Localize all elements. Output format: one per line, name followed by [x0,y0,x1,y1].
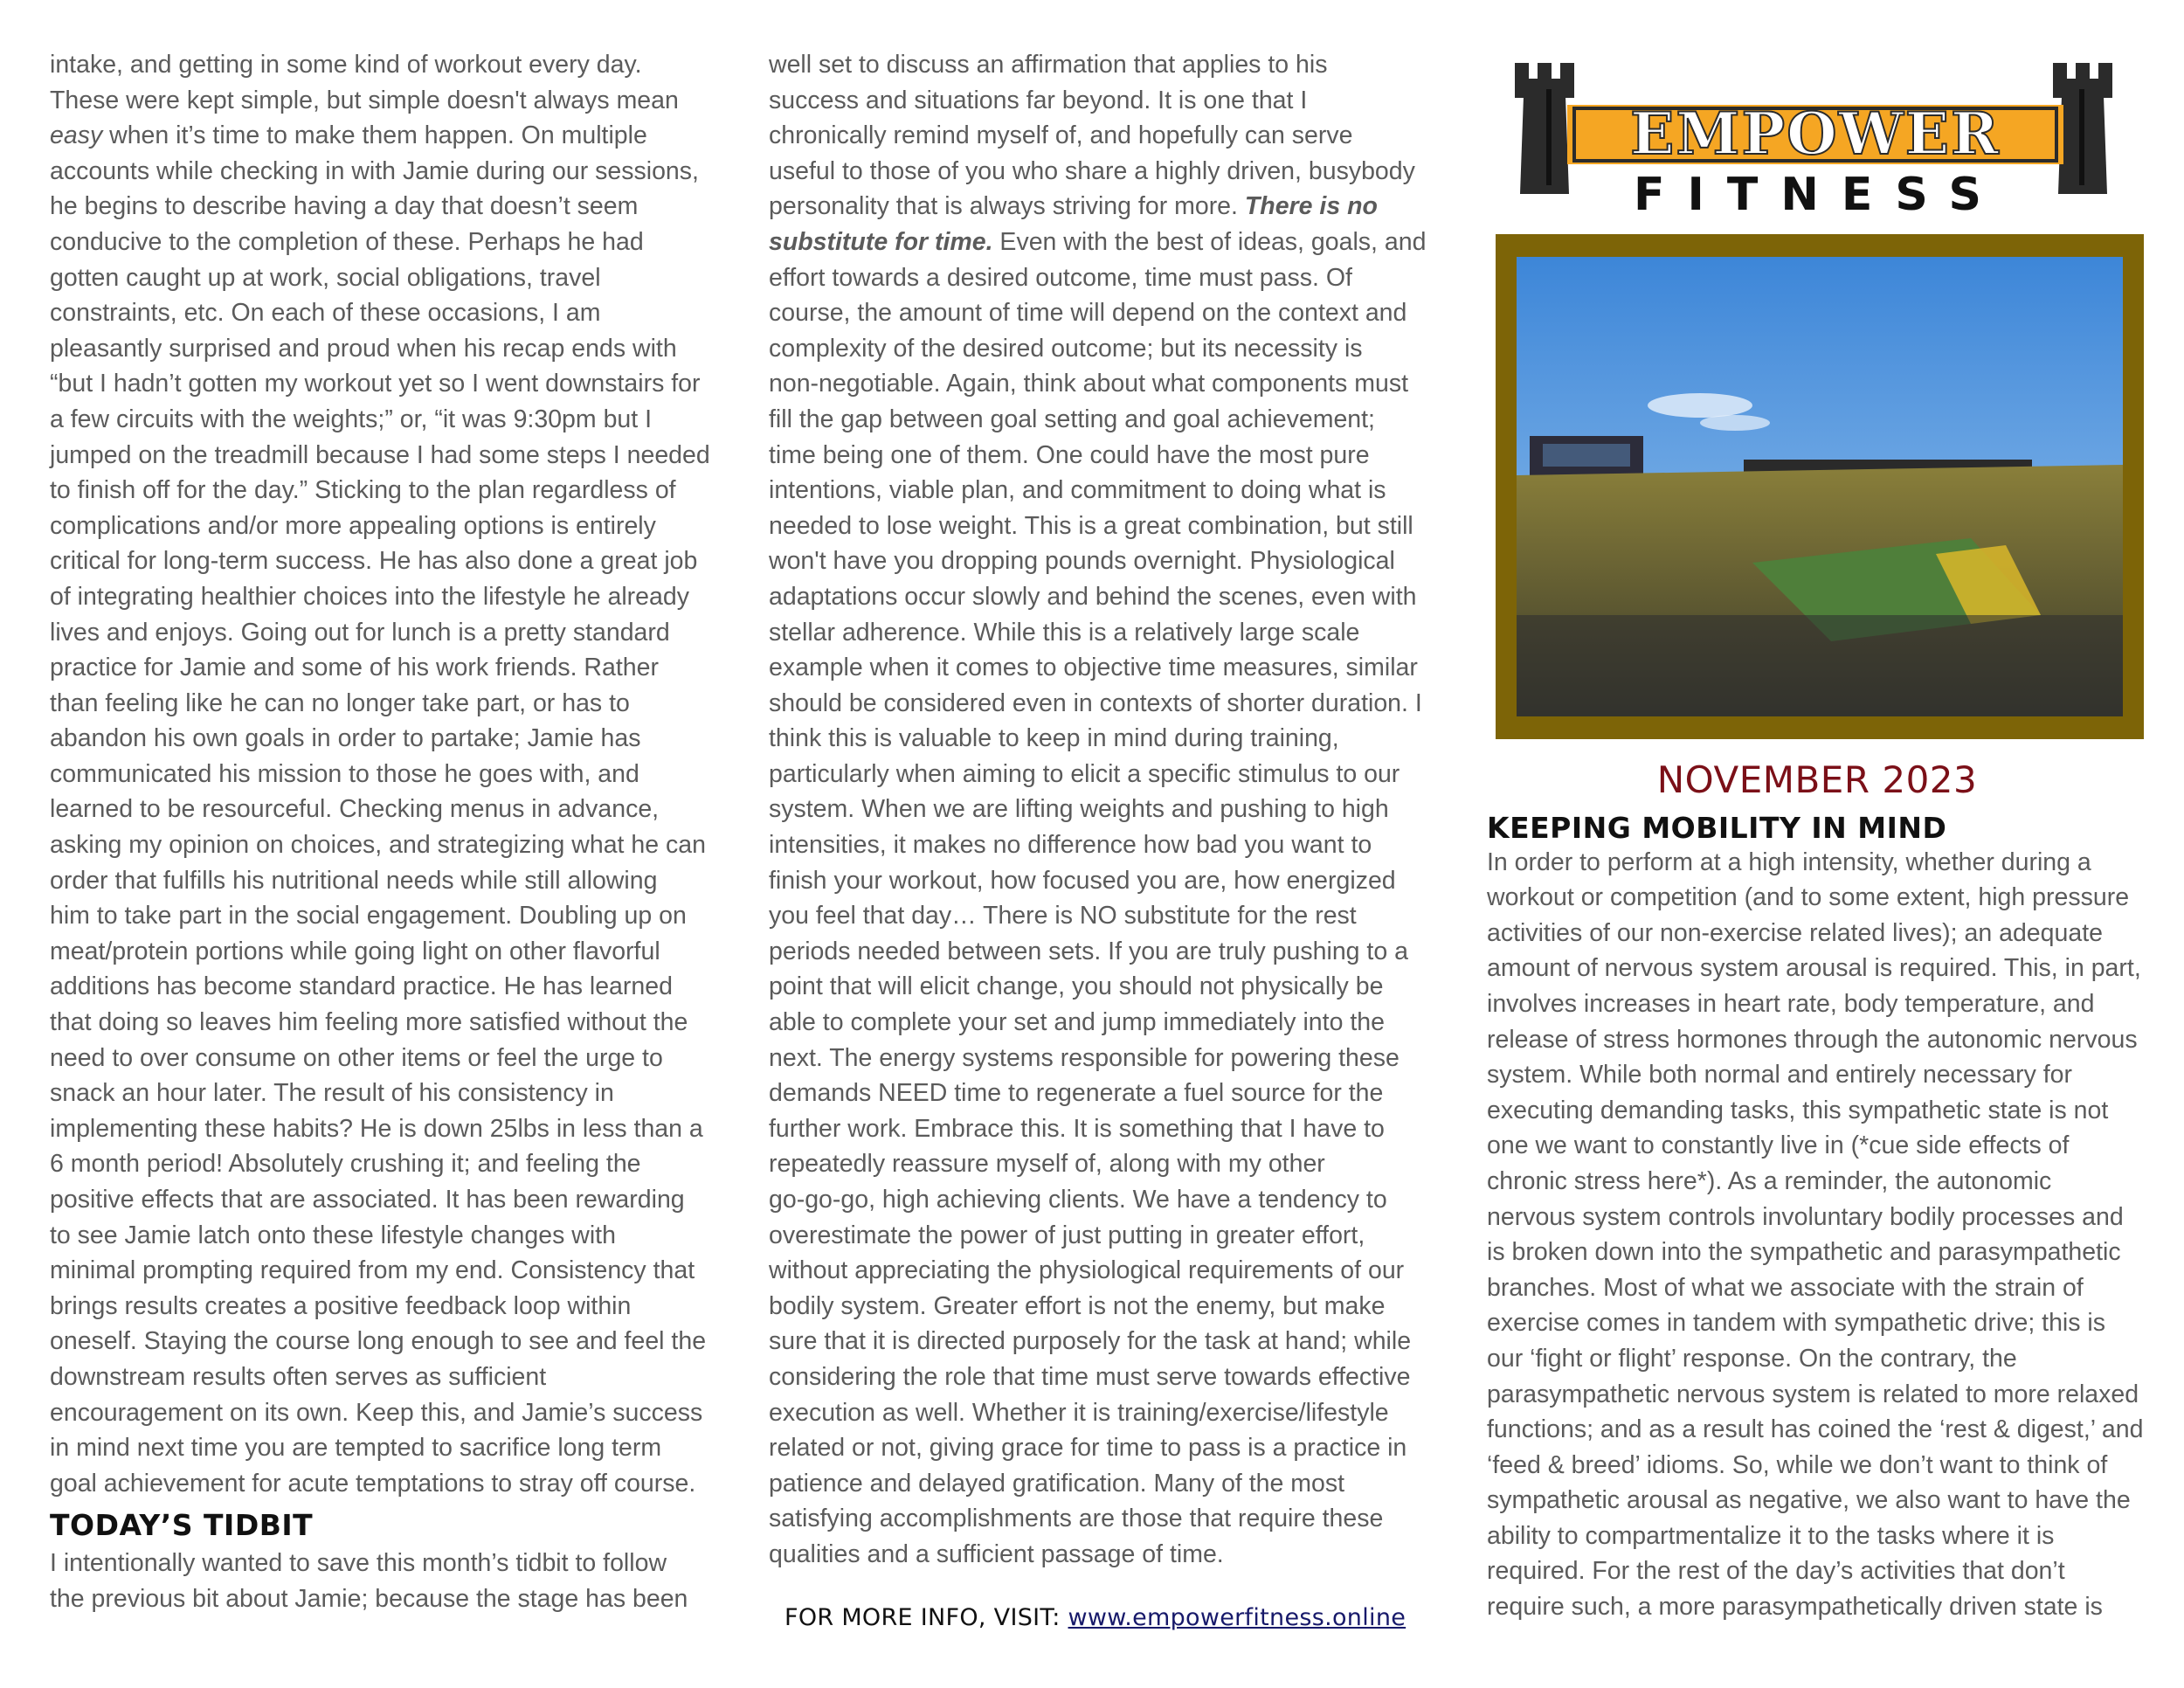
text-line: in mind next time you are tempted to sacrifice long term [50,1434,662,1463]
text-line: functions; and as a result has coined the ‘rest & digest,’ and [1487,1415,2144,1444]
text-line: activities of our non-exercise related lives); an adequate [1487,918,2103,947]
text-line: that doing so leaves him feeling more satisfied without the [50,1008,688,1037]
text-line: without appreciating the physiological requirements of our [769,1256,1405,1285]
text-line: the previous bit about Jamie; because the stage has been [50,1584,688,1613]
text-line: intentions, viable plan, and commitment to doing what is [769,476,1386,505]
text-line: abandon his own goals in order to partake; Jamie has [50,724,641,753]
text-line: workout or competition (and to some extent, high pressure [1487,883,2130,912]
text-line: one we want to constantly live in (*cue side effects of [1487,1131,2070,1160]
text-line: parasympathetic nervous system is related to more relaxed [1487,1380,2139,1408]
text-line: lives and enjoys. Going out for lunch is a pretty standard [50,618,670,647]
text-line: is broken down into the sympathetic and parasympathetic [1487,1238,2121,1267]
text-line: constraints, etc. On each of these occasions, I am [50,299,601,328]
text-line: overestimate the power of just putting in greater effort, [769,1221,1365,1249]
text-line: non-negotiable. Again, think about what components must [769,370,1408,398]
text-line: involves increases in heart rate, body temperature, and [1487,989,2095,1018]
text-line: system. When we are lifting weights and pushing to high [769,795,1389,824]
text-line: 6 month period! Absolutely crushing it; and feeling the [50,1150,641,1179]
stadium-photo [1517,257,2123,716]
text-line: meat/protein portions while going light on other flavorful [50,937,660,965]
text-line: he begins to describe having a day that doesn’t seem [50,192,639,221]
text-line: intensities, it makes no difference how bad you want to [769,831,1372,860]
column-2 [769,47,1433,1573]
text-line: amount of nervous system arousal is required. This, in part, [1487,954,2141,983]
text-line: nervous system controls involuntary bodily processes and [1487,1202,2124,1231]
text-line: substitute for time. Even with the best of ideas, goals, and [769,227,1427,256]
text-line: pleasantly surprised and proud when his recap ends with [50,334,677,363]
text-line: related or not, giving grace for time to pass is a practice in [769,1434,1407,1463]
column-3 [1487,811,2151,1625]
text-line: able to complete your set and jump immediately into the [769,1008,1385,1037]
affirmation-emphasis: There is no [1244,192,1378,221]
empower-fitness-logo [1511,54,2123,220]
text-line: positive effects that are associated. It has been rewarding [50,1186,685,1214]
text-line: learned to be resourceful. Checking menus in advance, [50,795,660,824]
text-line: accounts while checking in with Jamie during our sessions, [50,156,699,185]
text-line: satisfying accomplishments are those that require these [769,1505,1384,1533]
text-line: of integrating healthier choices into the lifestyle he already [50,582,689,611]
text-line: implementing these habits? He is down 25lbs in less than a [50,1114,703,1143]
text-line: intake, and getting in some kind of workout every day. [50,51,642,79]
text-line: exercise comes in tandem with sympathetic drive; this is [1487,1309,2106,1338]
text-line: next. The energy systems responsible for powering these [769,1043,1400,1072]
text-line: fill the gap between goal setting and goal achievement; [769,405,1375,433]
text-line: practice for Jamie and some of his work friends. Rather [50,654,659,682]
photo-frame [1496,234,2144,739]
text-line: encouragement on its own. Keep this, and Jamie’s success [50,1398,703,1427]
text-line: additions has become standard practice. He has learned [50,972,673,1001]
text-line: considering the role that time must serve towards effective [769,1362,1411,1391]
text-line: course, the amount of time will depend on the context and [769,299,1407,328]
text-line: success and situations far beyond. It is one that I [769,86,1308,114]
text-line: further work. Embrace this. It is something that I have to [769,1114,1385,1143]
text-line: system. While both normal and entirely necessary for [1487,1061,2073,1090]
text-line: goal achievement for acute temptations to stray off course. [50,1469,696,1498]
text-line: These were kept simple, but simple doesn't always mean [50,86,679,114]
text-line: go-go-go, high achieving clients. We have a tendency to [769,1186,1387,1214]
text-line: critical for long-term success. He has also done a great job [50,547,698,576]
svg-text:FITNESS: FITNESS [1634,169,2004,220]
text-line: order that fulfills his nutritional needs while still allowing [50,866,658,895]
text-line: effort towards a desired outcome, time must pass. Of [769,263,1352,292]
text-line: demands NEED time to regenerate a fuel source for the [769,1079,1384,1108]
text-line: particularly when aiming to elicit a specific stimulus to our [769,759,1400,788]
text-line: release of stress hormones through the autonomic nervous [1487,1025,2138,1054]
text-line: asking my opinion on choices, and strategizing what he can [50,831,706,860]
text-line: ‘feed & breed’ idioms. So, while we don’t want to think of [1487,1450,2108,1479]
text-line: “but I hadn’t gotten my workout yet so I went downstairs for [50,370,701,398]
text-line: I intentionally wanted to save this month’s tidbit to follow [50,1548,667,1577]
text-line: think this is valuable to keep in mind during training, [769,724,1339,753]
website-link[interactable]: www.empowerfitness.online [1068,1604,1406,1631]
text-line: minimal prompting required from my end. Consistency that [50,1256,695,1285]
text-line: should be considered even in contexts of shorter duration. I [769,688,1422,717]
text-line: time being one of them. One could have the most pure [769,440,1370,469]
mobility-heading: KEEPING MOBILITY IN MIND [1487,811,1947,845]
text-line: bodily system. Greater effort is not the enemy, but make [769,1291,1386,1320]
tidbit-body-continued [769,260,1433,1573]
issue-month: NOVEMBER 2023 [1656,758,1978,801]
text-line: required. For the rest of the day’s activities that don’t [1487,1557,2065,1586]
text-line: to finish off for the day.” Sticking to the plan regardless of [50,476,676,505]
text-line: point that will elicit change, you should not physically be [769,972,1384,1001]
column-1 [50,47,722,1616]
text-line: qualities and a sufficient passage of time. [769,1539,1224,1568]
text-line: our ‘fight or flight’ response. On the contrary, the [1487,1344,2017,1373]
text-line: In order to perform at a high intensity, whether during a [1487,847,2091,876]
footer-info [784,1604,1406,1631]
affirmation-emphasis: substitute for time. [769,227,993,256]
text-line: than feeling like he can no longer take part, or has to [50,688,630,717]
text-line: jumped on the treadmill because I had some steps I needed [50,440,710,469]
text-line: require such, a more parasympathetically driven state is [1487,1593,2103,1622]
text-line: ability to compartmentalize it to the tasks where it is [1487,1521,2055,1550]
text-line: to see Jamie latch onto these lifestyle changes with [50,1221,616,1249]
text-line: patience and delayed gratification. Many of the most [769,1469,1345,1498]
text-line: won't have you dropping pounds overnight. Physiological [769,547,1395,576]
text-line: a few circuits with the weights;” or, “it was 9:30pm but I [50,405,653,433]
text-line: useful to those of you who share a highly driven, busybody [769,156,1415,185]
text-line: example when it comes to objective time measures, similar [769,654,1418,682]
text-line: complications and/or more appealing options is entirely [50,511,656,540]
text-line: gotten caught up at work, social obligations, travel [50,263,601,292]
text-line: execution as well. Whether it is training/exercise/lifestyle [769,1398,1389,1427]
text-line: conducive to the completion of these. Perhaps he had [50,227,644,256]
text-line: brings results creates a positive feedback loop within [50,1291,632,1320]
text-line: need to over consume on other items or feel the urge to [50,1043,663,1072]
text-line: sure that it is directed purposely for the task at hand; while [769,1327,1412,1356]
text-line: communicated his mission to those he goes with, and [50,759,639,788]
text-line: chronic stress here*). As a reminder, the autonomic [1487,1166,2052,1195]
text-line: branches. Most of what we associate with the strain of [1487,1273,2084,1302]
text-line: downstream results often serves as sufficient [50,1362,547,1391]
text-line: snack an hour later. The result of his consistency in [50,1079,614,1108]
text-line: stellar adherence. While this is a relatively large scale [769,618,1360,647]
svg-text:EMPOWER: EMPOWER [1630,100,2001,168]
article-body-jamie [50,47,722,1501]
tidbit-body [50,1546,722,1616]
text-line: oneself. Staying the course long enough to see and feel the [50,1327,707,1356]
text-line: sympathetic arousal as negative, we also want to have the [1487,1486,2131,1515]
text-line: needed to lose weight. This is a great combination, but still [769,511,1413,540]
tidbit-continued [769,47,1433,189]
footer-label: FOR MORE INFO, VISIT: [784,1604,1068,1631]
text-line: repeatedly reassure myself of, along with my other [769,1150,1325,1179]
tidbit-heading: TODAY’S TIDBIT [50,1508,314,1543]
text-line: complexity of the desired outcome; but its necessity is [769,334,1363,363]
text-line: personality that is always striving for more. There is no [769,192,1378,221]
text-line: you feel that day… There is NO substitute for the rest [769,902,1357,930]
text-line: chronically remind myself of, and hopefully can serve [769,121,1353,150]
tower-icon [1515,63,1574,194]
text-line: executing demanding tasks, this sympathetic state is not [1487,1096,2109,1124]
text-line: finish your workout, how focused you are, how energized [769,866,1396,895]
text-line: adaptations occur slowly and behind the scenes, even with [769,582,1417,611]
text-line: easy when it’s time to make them happen. On multiple [50,121,647,150]
mobility-body [1487,845,2151,1625]
text-line: periods needed between sets. If you are truly pushing to a [769,937,1408,965]
text-line: him to take part in the social engagement. Doubling up on [50,902,687,930]
text-line: well set to discuss an affirmation that applies to his [769,51,1328,79]
